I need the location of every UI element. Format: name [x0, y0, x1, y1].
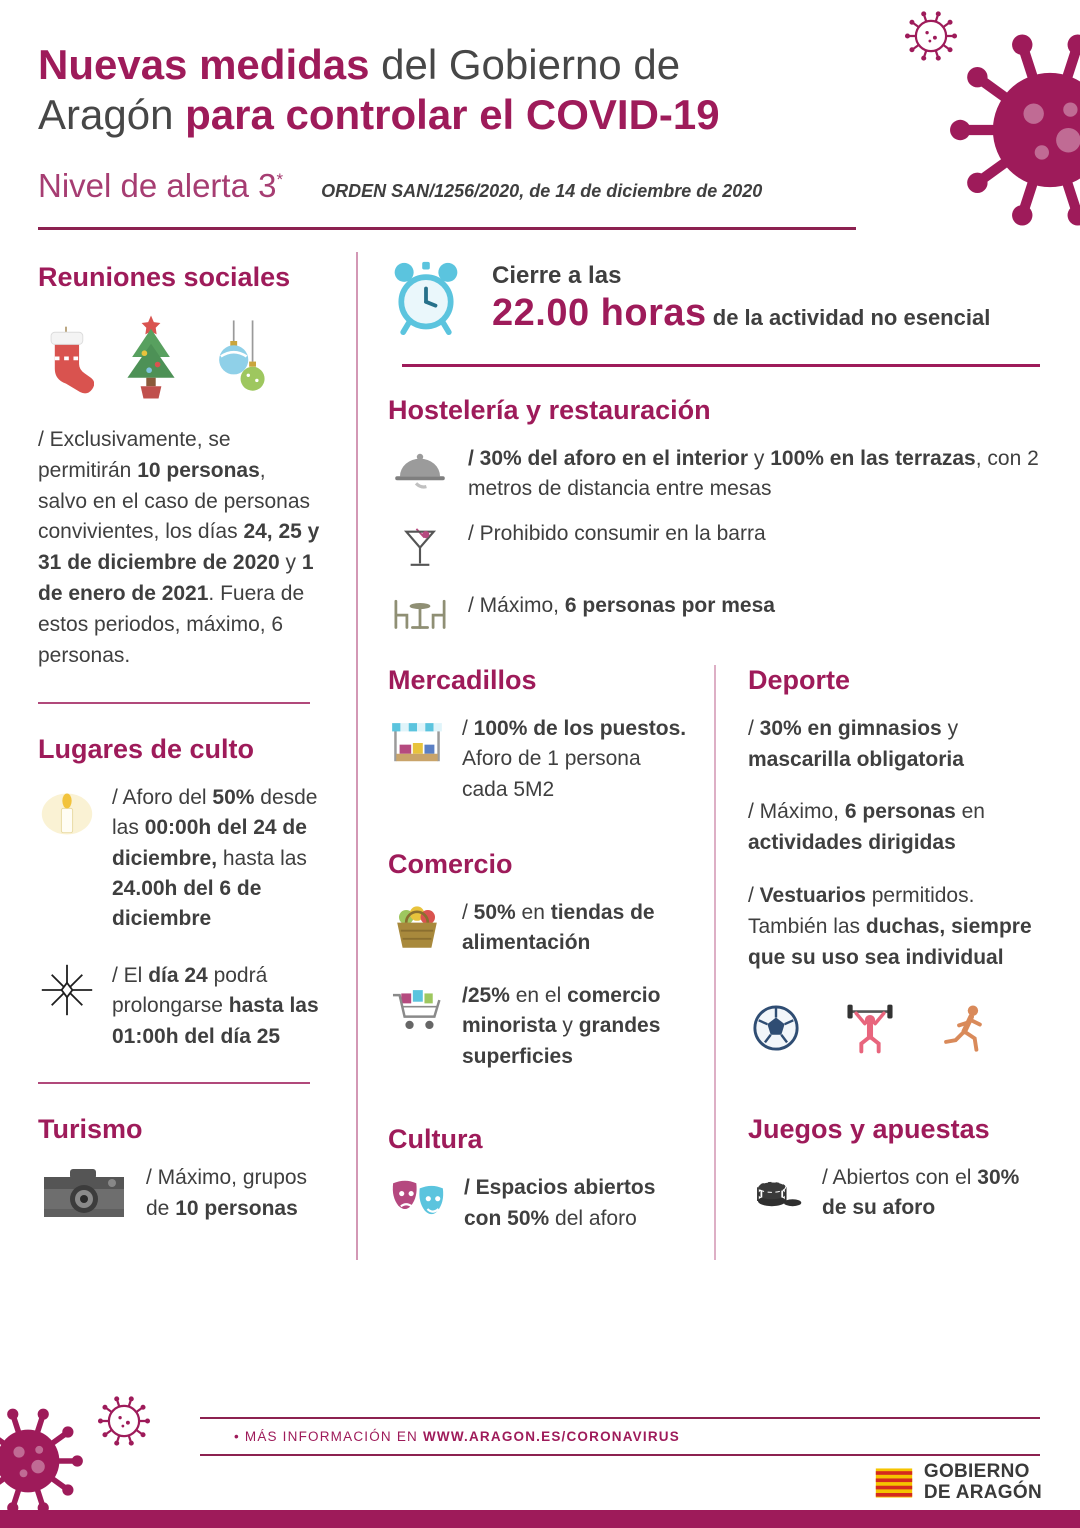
logo-text: [924, 1462, 1042, 1504]
logo-line-2: DE ARAGÓN: [923, 1482, 1042, 1504]
icon-cell: [388, 591, 452, 633]
basket-icon: [390, 900, 444, 956]
section-title-comercio: Comercio: [388, 848, 513, 879]
divider: [402, 364, 1040, 367]
section-title-turismo: Turismo: [38, 1114, 143, 1145]
icon-cell: [388, 1173, 448, 1234]
section-title-cultura: Cultura: [388, 1124, 483, 1155]
icon-cell: [388, 444, 452, 505]
deporte-text-3: / Vestuarios permitidos. También las duchas, siempre que su uso sea individual: [748, 884, 1032, 969]
virus-icon: [96, 1393, 152, 1449]
section-turismo: [38, 1114, 320, 1224]
hosteleria-item-1: [388, 444, 1040, 505]
divider: [38, 1082, 310, 1084]
section-comercio: [388, 849, 688, 1072]
comercio-item-1: [388, 898, 688, 959]
comercio-text-2: /25% en el comercio minorista y grandes superficies: [462, 983, 661, 1068]
section-cultura: [388, 1124, 688, 1234]
deporte-text-1: / 30% en gimnasios y mascarilla obligatoria: [748, 716, 964, 771]
section-deporte: [748, 665, 1040, 1056]
soccer-ball-icon: [752, 1004, 800, 1052]
sport-icons-row: [748, 1000, 1040, 1056]
culto-item-2: [38, 961, 320, 1052]
culto-text-1: / Aforo del 50% desde las 00:00h del 24 de diciembre, hasta las 24.00h del 6 de diciembre: [112, 785, 318, 931]
virus-icon: [0, 1405, 84, 1517]
main-content: [0, 252, 1080, 1260]
market-stall-icon: [388, 716, 446, 770]
mercadillos-item: [388, 714, 688, 805]
alert-row: [38, 167, 1080, 205]
order-reference: ORDEN SAN/1256/2020, de 14 de diciembre de 2020: [321, 180, 763, 201]
juegos-text: / Abiertos con el 30% de su aforo: [822, 1165, 1020, 1220]
comercio-text-1: / 50% en tiendas de alimentación: [462, 900, 655, 955]
cocktail-icon: [402, 521, 438, 577]
hosteleria-text-1: / 30% del aforo en el interior y 100% en las terrazas, con 2 metros de distancia entre mesas: [468, 446, 1039, 501]
turismo-text: / Máximo, grupos de 10 personas: [146, 1166, 308, 1220]
closing-text: [492, 258, 990, 335]
christmas-tree-icon: [118, 311, 184, 403]
section-lugares-de-culto: [38, 734, 320, 1053]
section-title-mercadillos: Mercadillos: [388, 664, 537, 695]
culto-item-1: [38, 783, 320, 935]
section-title-culto: Lugares de culto: [38, 733, 255, 764]
lower-columns: [388, 665, 1040, 1260]
footer-info-bar: [200, 1417, 1040, 1456]
candle-icon: [39, 785, 95, 843]
hosteleria-item-2: [388, 519, 1040, 577]
icon-cell: [38, 961, 96, 1052]
turismo-item: [38, 1163, 320, 1224]
icon-cell: [388, 519, 452, 577]
icon-cell: [748, 1163, 806, 1224]
cultura-item: [388, 1173, 688, 1234]
stocking-icon: [38, 325, 94, 403]
icon-cell: [38, 783, 96, 935]
right-area: [358, 252, 1080, 1260]
left-column: [0, 252, 358, 1260]
icon-cell: [38, 1163, 130, 1224]
hosteleria-text-2: / Prohibido consumir en la barra: [468, 521, 766, 545]
alert-level: [38, 167, 283, 205]
hosteleria-text-3: / Máximo, 6 personas por mesa: [468, 593, 775, 617]
logo-line-1: GOBIERNO: [923, 1461, 1030, 1483]
cultura-text: / Espacios abiertos con 50% del aforo: [464, 1176, 656, 1230]
comercio-item-2: [388, 981, 688, 1072]
alarm-clock-icon: [388, 258, 464, 338]
header-divider: [38, 227, 856, 230]
reuniones-text: / Exclusivamente, se permitirán 10 personas, salvo en el caso de personas convivientes, los días 24, 25 y 31 de diciembre de 2020 y 1 de enero de 2021. Fuera de estos periodos, máximo, 6 personas.: [38, 427, 320, 667]
icon-cell: [388, 714, 446, 805]
closing-time-line: 22.00 horas de la actividad no esencial: [492, 291, 991, 334]
bottom-bar: [0, 1510, 1080, 1528]
divider: [38, 702, 310, 704]
section-reuniones-sociales: [38, 262, 320, 672]
juegos-item: [748, 1163, 1040, 1224]
title-line-1: Nuevas medidas del Gobierno de: [38, 41, 681, 88]
weightlifting-icon: [844, 1000, 896, 1056]
aragon-flag-icon: [874, 1466, 914, 1500]
shopping-cart-icon: [388, 983, 446, 1037]
closing-time-banner: [388, 258, 1040, 338]
section-juegos-apuestas: [748, 1114, 1040, 1224]
christmas-icons-row: [38, 311, 320, 403]
theater-masks-icon: [388, 1175, 448, 1225]
section-title-juegos: Juegos y apuestas: [748, 1113, 990, 1144]
title-line-2: Aragón para controlar el COVID-19: [38, 91, 720, 139]
icon-cell: [388, 898, 446, 959]
middle-column: [388, 665, 714, 1260]
star-icon: [40, 963, 94, 1017]
right-column: [714, 665, 1040, 1260]
gobierno-aragon-logo: [874, 1462, 1042, 1504]
hosteleria-item-3: [388, 591, 1040, 633]
icon-cell: [388, 981, 446, 1072]
section-title-hosteleria: Hostelería y restauración: [388, 394, 711, 425]
runner-icon: [940, 1000, 992, 1056]
section-title-deporte: Deporte: [748, 664, 851, 695]
section-hosteleria: [388, 395, 1040, 633]
alert-asterisk: *: [276, 169, 284, 189]
deporte-text-2: / Máximo, 6 personas en actividades dirigidas: [748, 800, 985, 855]
section-title-reuniones: Reuniones sociales: [38, 261, 291, 292]
mercadillos-text: / 100% de los puestos. Aforo de 1 persona cada 5M2: [462, 716, 687, 801]
section-mercadillos: [388, 665, 688, 805]
closing-intro: Cierre a las: [492, 261, 622, 289]
baubles-icon: [208, 315, 268, 403]
header: [0, 0, 1080, 230]
page-title: [38, 40, 888, 141]
camera-icon: [42, 1165, 126, 1223]
poker-chips-icon: [751, 1165, 803, 1211]
cloche-icon: [392, 446, 448, 492]
alert-level-text: Nivel de alerta 3: [38, 166, 277, 204]
culto-text-2: / El día 24 podrá prolongarse hasta las 01:00h del día 25: [112, 963, 319, 1048]
footer-info-text: • MÁS INFORMACIÓN EN WWW.ARAGON.ES/CORONAVIRUS: [234, 1429, 680, 1444]
table-chairs-icon: [389, 593, 451, 633]
